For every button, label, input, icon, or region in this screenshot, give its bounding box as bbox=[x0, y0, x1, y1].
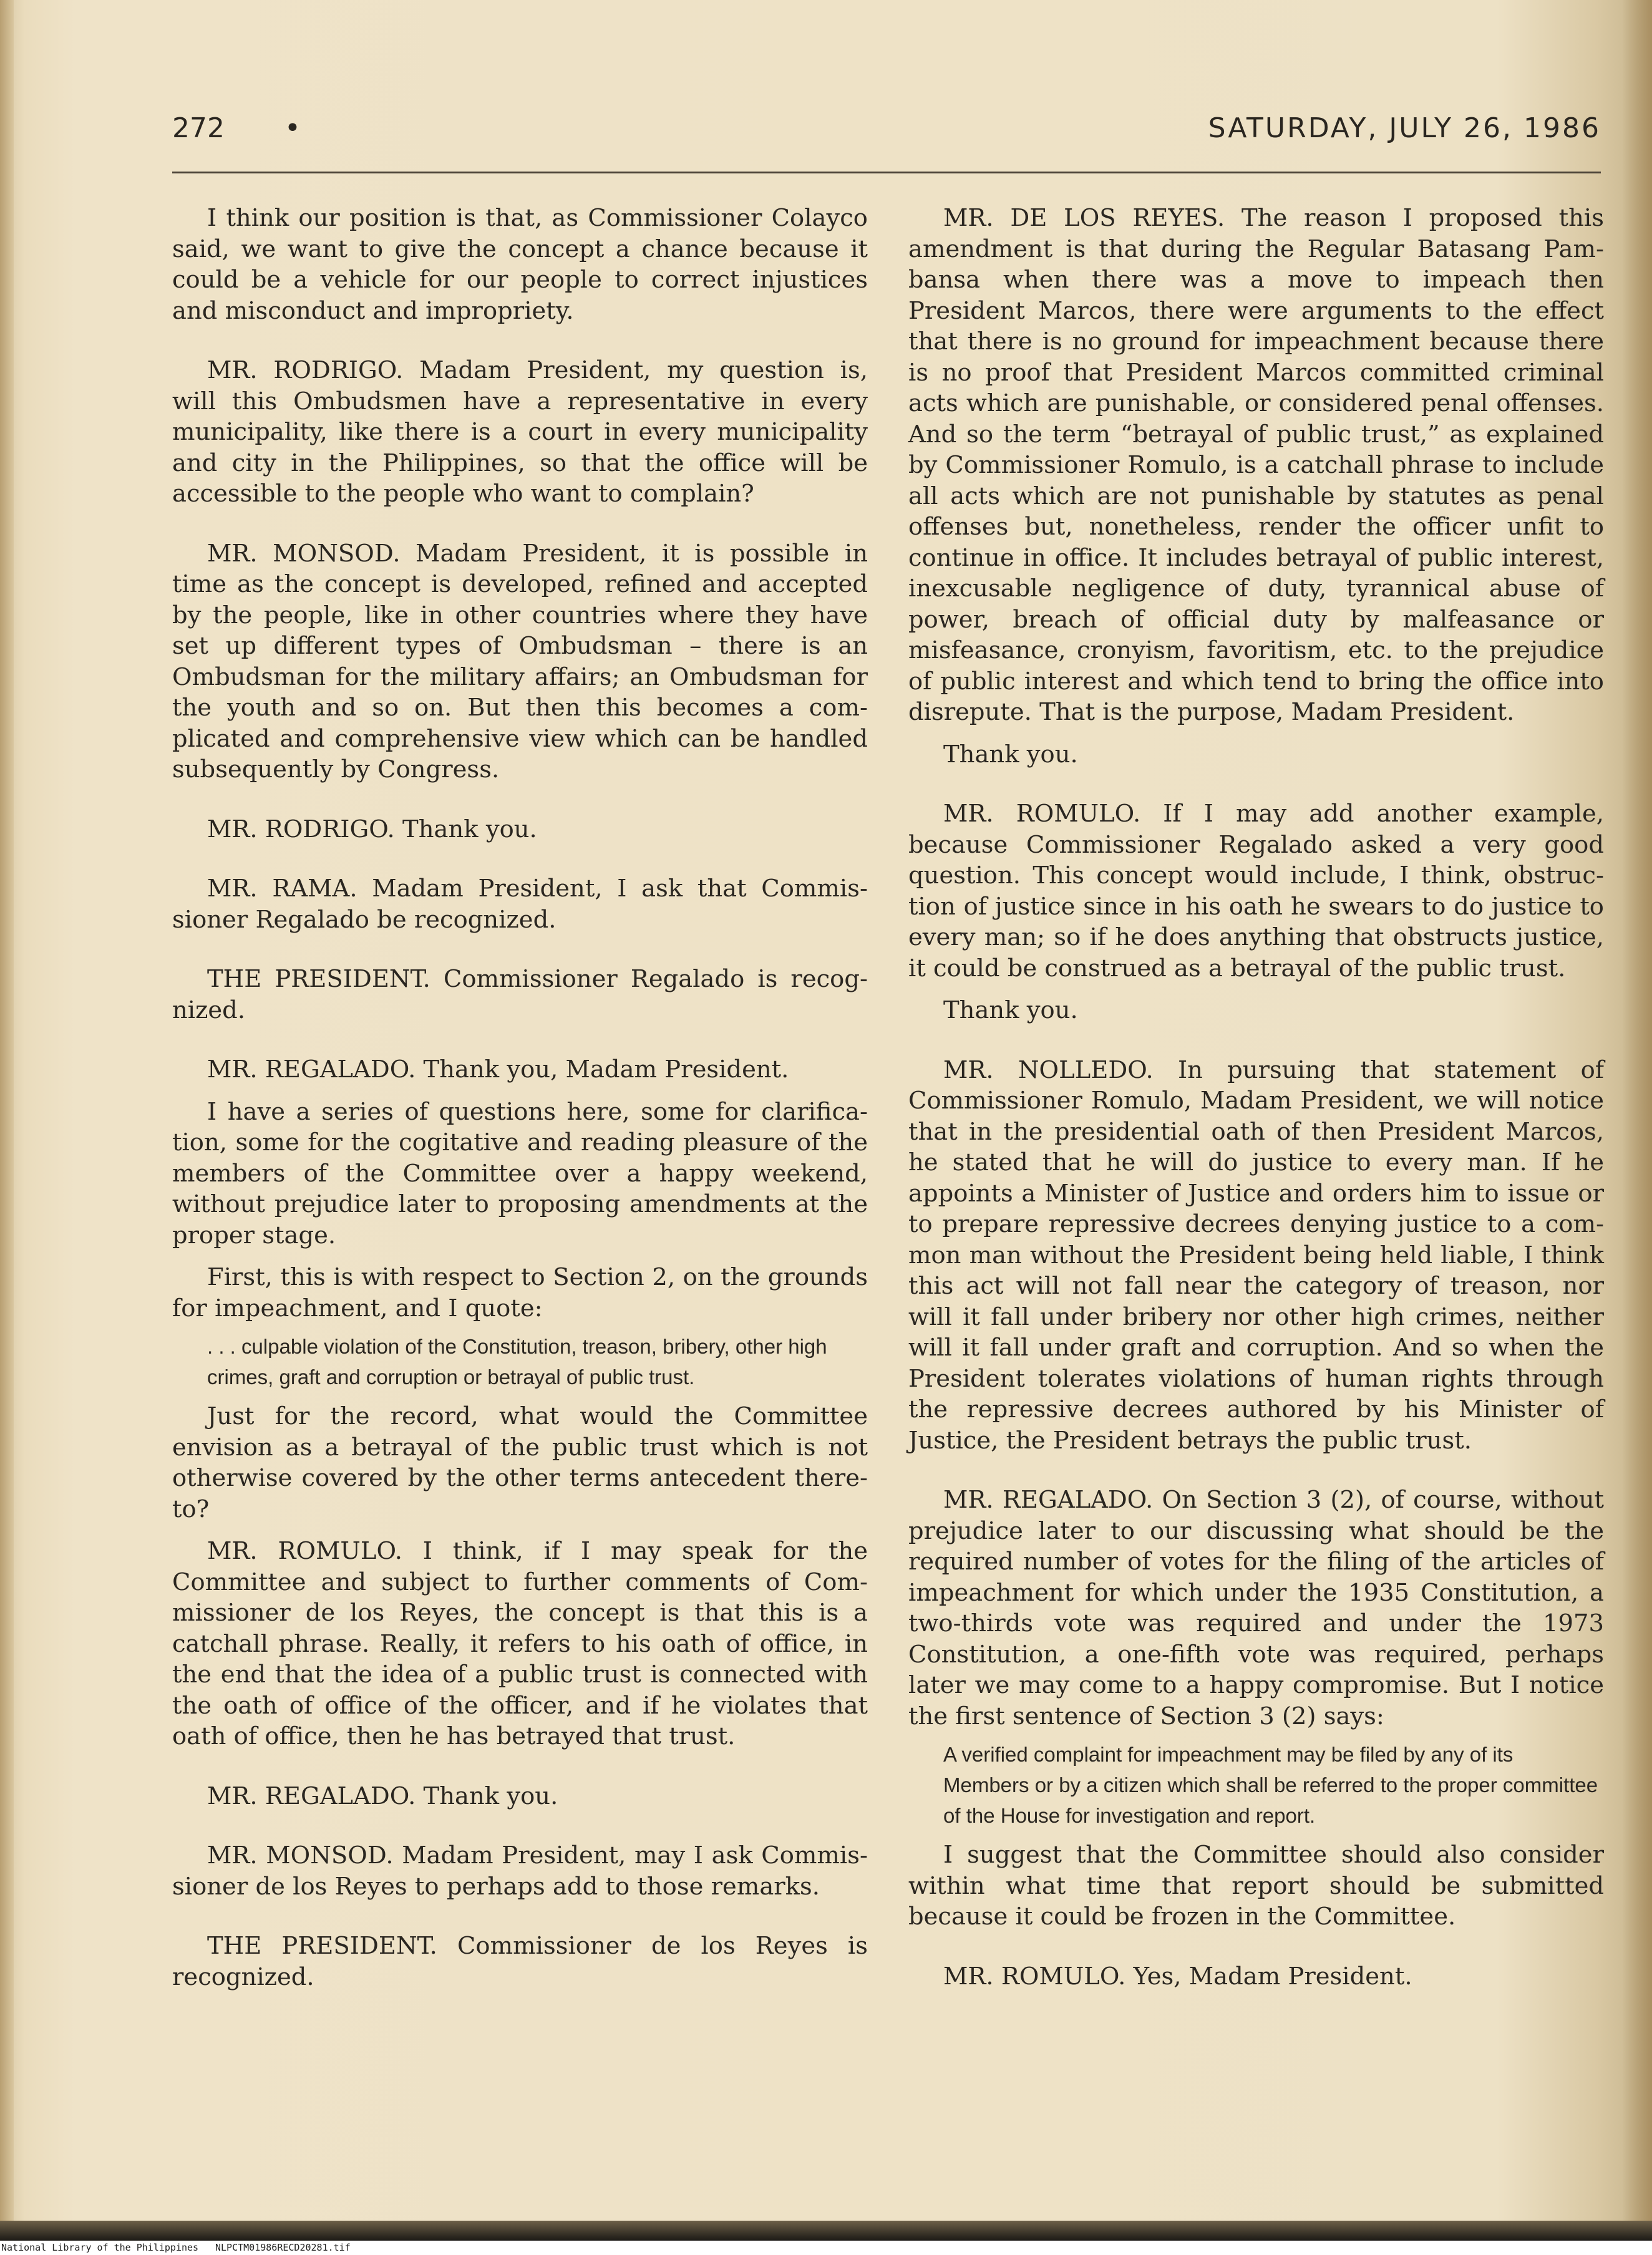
paragraph: MR. RODRIGO. Thank you. bbox=[207, 815, 537, 843]
paragraph: MR. ROMULO. If I may add another example, because Commissioner Regalado asked a very good question. This concept would include, I think, obstruction of justice since in his oath he swears to do justice to every man; so if he does anything that obstructs justice, it could be construed as a betrayal of the public trust. bbox=[908, 800, 1604, 982]
scan-bottom-band bbox=[0, 2221, 1652, 2241]
header-date: SATURDAY, JULY 26, 1986 bbox=[1208, 112, 1601, 144]
footer-filename: NLPCTM01986RECD20281.tif bbox=[215, 2242, 351, 2253]
paragraph: Thank you. bbox=[943, 740, 1078, 769]
paragraph: I think our position is that, as Commissioner Colayco said, we want to give the concept a chance because it could be a vehicle for our people to correct injustices and misconduct and impropriety. bbox=[172, 204, 868, 325]
page-left-edge-shadow bbox=[0, 0, 14, 2221]
footer-library: National Library of the Philippines bbox=[1, 2242, 199, 2253]
paragraph: MR. ROMULO. I think, if I may speak for the Committee and subject to further comments of Commissioner de los Reyes, the concept is that this is a catchall phrase. Really, it refers to his oath of office, in the end that the idea of a public trust is connected with the oath of office of the officer, and if he violates that oath of office, then he has betrayed that trust. bbox=[172, 1537, 868, 1750]
header-bullet: • bbox=[284, 112, 301, 144]
paragraph: First, this is with respect to Section 2, on the grounds for impeachment, and I quote: bbox=[172, 1263, 868, 1322]
block-quote: A verified complaint for impeachment may be filed by any of its Members or by a citizen which shall be referred to the proper committee of the House for investigation and report. bbox=[943, 1743, 1598, 1827]
paragraph: MR. RAMA. Madam President, I ask that Commissioner Regalado be recognized. bbox=[172, 875, 868, 934]
running-header bbox=[172, 112, 1601, 156]
block-quote: . . . culpable violation of the Constitution, treason, bribery, other high crimes, graft and corruption or betrayal of public trust. bbox=[207, 1335, 827, 1389]
paragraph: MR. NOLLEDO. In pursuing that statement of Commissioner Romulo, Madam President, we will notice that in the presidential oath of then President Marcos, he stated that he will do justice to every man. If he appoints a Minister of Justice and orders him to issue or to prepare repressive decrees denying justice to a common man without the President being held liable, I think this act will not fall near the category of treason, nor will it fall under bribery nor other high crimes, neither will it fall under graft and corruption. And so when the President tolerates violations of human rights through the repressive decrees authored by his Minister of Justice, the President betrays the public trust. bbox=[908, 1055, 1604, 1455]
paragraph: THE PRESIDENT. Commissioner de los Reyes is recognized. bbox=[172, 1932, 868, 1991]
paragraph: Just for the record, what would the Committee envision as a betrayal of the public trust which is not otherwise covered by the other terms antecedent thereto? bbox=[172, 1402, 868, 1523]
right-column bbox=[908, 203, 1604, 1992]
paragraph: I have a series of questions here, some for clarification, some for the cogitative and reading pleasure of the members of the Committee over a happy weekend, without prejudice later to proposing amendments at the proper stage. bbox=[172, 1097, 868, 1249]
paragraph: MR. ROMULO. Yes, Madam President. bbox=[943, 1962, 1412, 1991]
paragraph: MR. REGALADO. Thank you, Madam President. bbox=[207, 1055, 789, 1084]
paragraph: MR. REGALADO. Thank you. bbox=[207, 1782, 558, 1810]
paragraph: I suggest that the Committee should also consider within what time that report should be submitted because it could be frozen in the Committee. bbox=[908, 1841, 1604, 1931]
paragraph: MR. RODRIGO. Madam President, my question is, will this Ombudsmen have a representative in every municipality, like there is a court in every municipality and city in the Philippines, so that the office will be accessible to the people who want to complain? bbox=[172, 356, 868, 508]
paragraph: MR. MONSOD. Madam President, it is possible in time as the concept is developed, refined and accepted by the people, like in other countries where they have set up different types of Ombudsman – there is an Ombudsman for the military affairs; an Ombudsman for the youth and so on. But then this becomes a complicated and comprehensive view which can be handled subsequently by Congress. bbox=[172, 539, 868, 783]
left-column bbox=[172, 203, 868, 1992]
paragraph: MR. DE LOS REYES. The reason I proposed this amendment is that during the Regular Batasang Pambansa when there was a move to impeach then President Marcos, there were arguments to the effect that there is no ground for impeachment because there is no proof that President Marcos committed criminal acts which are punishable, or considered penal offenses. And so the term “betrayal of public trust,” as explained by Commissioner Romulo, is a catchall phrase to include all acts which are not punishable by statutes as penal offenses but, nonetheless, render the officer unfit to continue in office. It includes betrayal of public interest, inexcusable negligence of duty, tyrannical abuse of power, breach of official duty by malfeasance or misfeasance, cronyism, favoritism, etc. to the prejudice of public interest and which tend to bring the office into disrepute. That is the purpose, Madam President. bbox=[908, 204, 1604, 726]
paragraph: Thank you. bbox=[943, 996, 1078, 1024]
header-rule bbox=[172, 172, 1601, 173]
paragraph: MR. MONSOD. Madam President, may I ask Commissioner de los Reyes to perhaps add to those remarks. bbox=[172, 1841, 868, 1901]
paragraph: THE PRESIDENT. Commissioner Regalado is recognized. bbox=[172, 965, 868, 1024]
scan-footer bbox=[0, 2241, 1652, 2255]
page-number: 272 bbox=[172, 112, 225, 144]
page-right-edge-shadow bbox=[1622, 0, 1652, 2221]
paragraph: MR. REGALADO. On Section 3 (2), of course, without prejudice later to our discussing what should be the required number of votes for the filing of the articles of impeachment for which under the 1935 Constitution, a two-thirds vote was required and under the 1973 Constitution, a one-fifth vote was required, perhaps later we may come to a happy compromise. But I notice the first sentence of Section 3 (2) says: bbox=[908, 1486, 1604, 1730]
